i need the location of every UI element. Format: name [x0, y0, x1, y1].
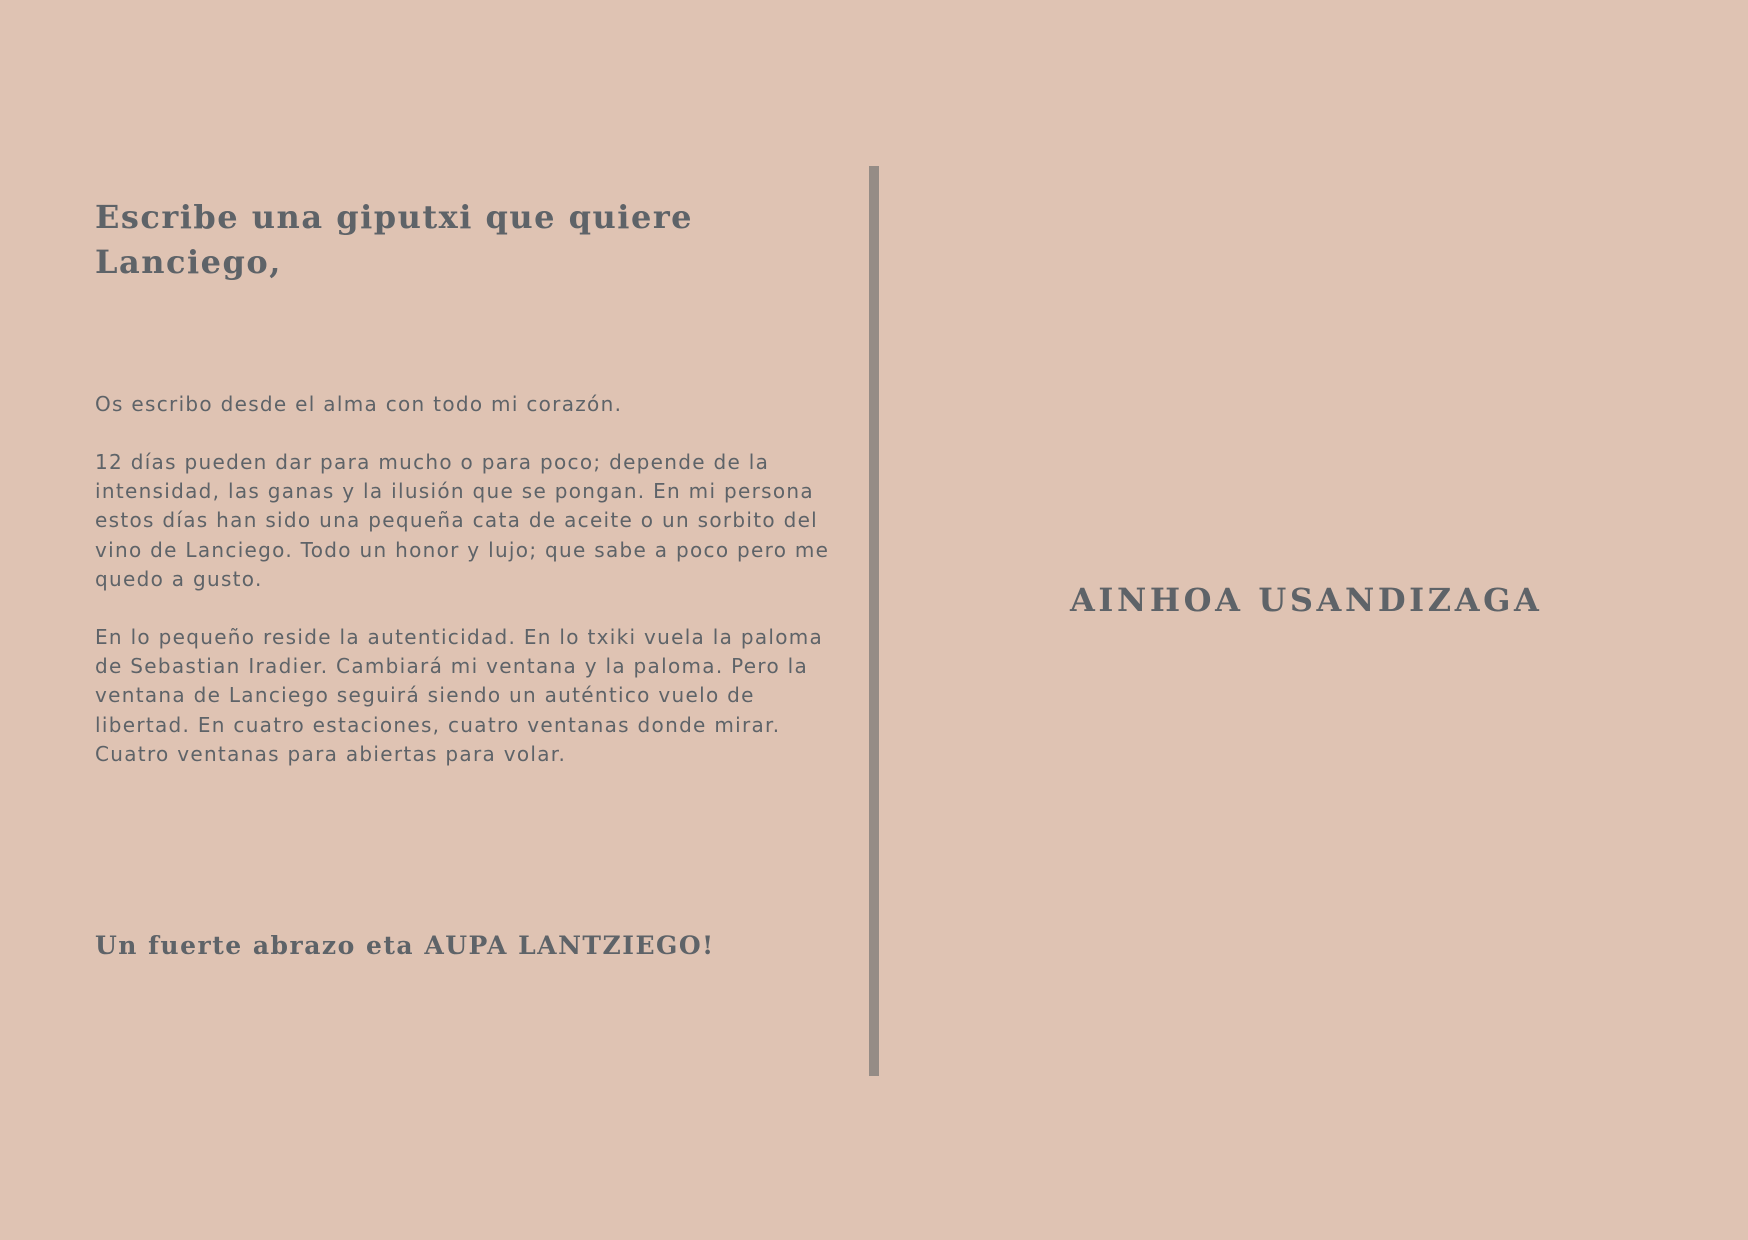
- signature-name: AINHOA USANDIZAGA: [1070, 581, 1543, 619]
- letter-paragraph-1: Os escribo desde el alma con todo mi corazón.: [95, 392, 623, 416]
- letter-closing: Un fuerte abrazo eta AUPA LANTZIEGO!: [95, 931, 715, 960]
- letter-heading: Escribe una giputxi que quiere Lanciego,: [95, 198, 694, 281]
- vertical-divider: [869, 166, 879, 1076]
- letter-paragraph-2: 12 días pueden dar para mucho o para poco; depende de la intensidad, las ganas y la ilusión que se pongan. En mi persona estos días han sido una pequeña cata de aceite o un sorbito del vino de Lanciego. Todo un honor y lujo; que sabe a poco pero me quedo a gusto.: [95, 450, 830, 591]
- letter-paragraph-3: En lo pequeño reside la autenticidad. En lo txiki vuela la paloma de Sebastian Iradier. Cambiará mi ventana y la paloma. Pero la ventana de Lanciego seguirá siendo un auténtico vuelo de libertad. En cuatro estaciones, cuatro ventanas donde mirar. Cuatro ventanas para abiertas para volar.: [95, 625, 824, 766]
